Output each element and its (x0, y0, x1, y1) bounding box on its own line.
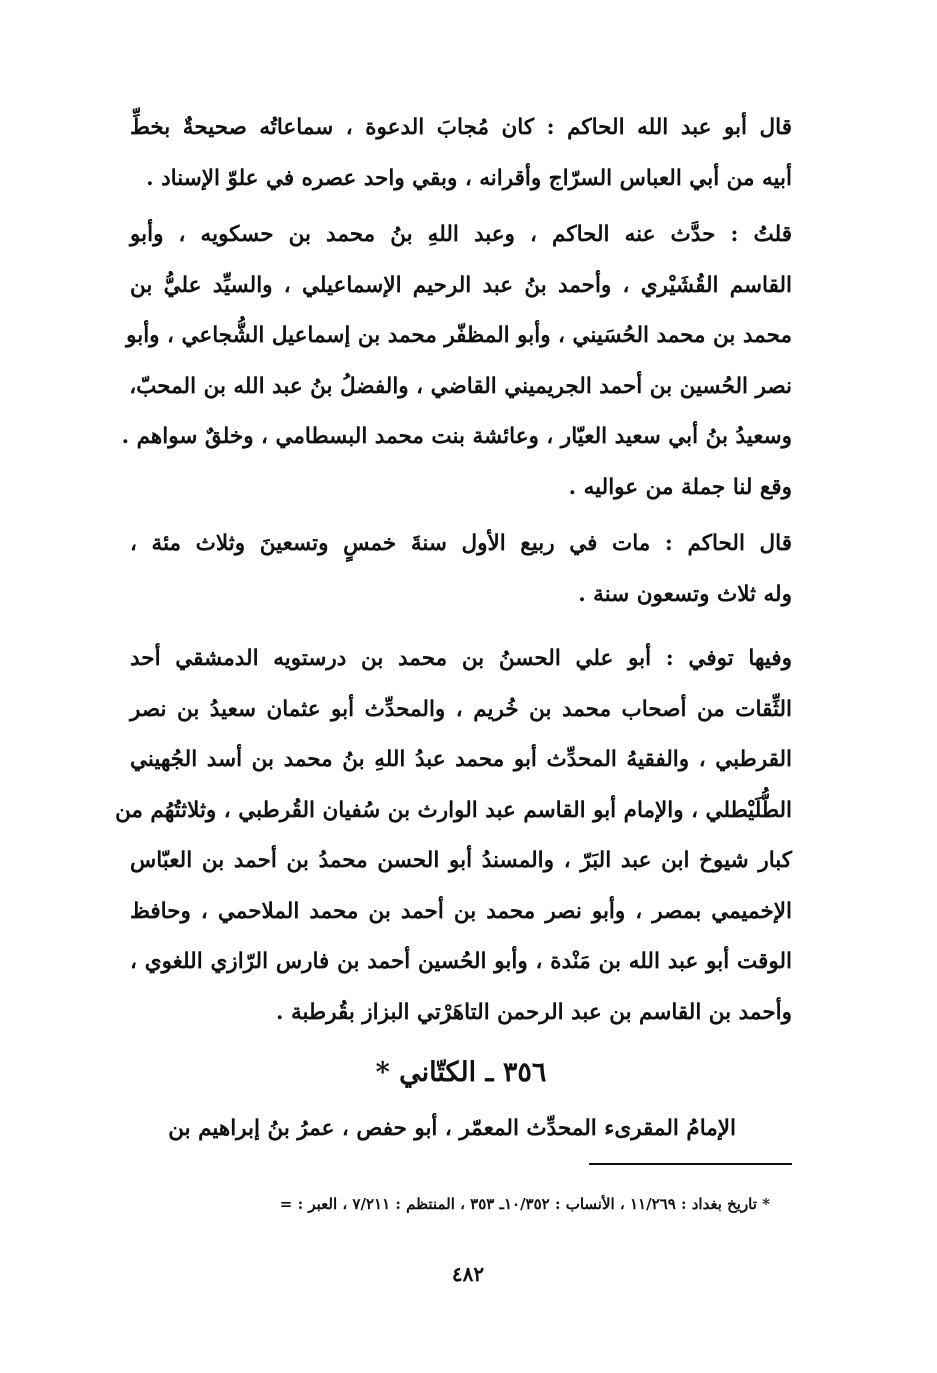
entry-heading: ٣٥٦ ـ الكتّاني * (375, 1057, 547, 1088)
text-line: الإخميمي بمصر ، وأبو نصر محمد بن أحمد بن محمد الملاحمي ، وحافظ (130, 898, 792, 924)
paragraph-deaths-that-year (115, 634, 792, 1038)
text-line: قال أبو عبد الله الحاكم : كان مُجابَ الدعوة ، سماعاتُه صحيحةٌ بخطِّ (130, 115, 792, 140)
text-line: أبيه من أبي العباس السرّاج وأقرانه ، وبقي واحد عصره في علوّ الإسناد . (146, 165, 792, 191)
paragraph-entry-start (130, 1104, 792, 1155)
text-line: قال الحاكم : مات في ربيع الأول سنةَ خمسٍ وتسعينَ وثلاث مئة ، (130, 531, 792, 556)
paragraph-hakim-quote (130, 103, 792, 204)
text-line: وله ثلاث وتسعون سنة . (578, 581, 792, 607)
text-line: كبار شيوخ ابن عبد البَرّ ، والمسندُ أبو الحسن محمدُ بن أحمد بن العبّاس (130, 848, 792, 873)
text-line: محمد بن محمد الحُسَيني ، وأبو المظفّر محمد بن إسماعيل الشُّجاعي ، وأبو (126, 323, 792, 348)
text-line: وسعيدُ بنُ أبي سعيد العيّار ، وعائشة بنت محمد البسطامي ، وخلقٌ سواهم . (121, 424, 792, 449)
text-line: الثِّقات من أصحاب محمد بن خُريم ، والمحدِّث أبو عثمان سعيدُ بن نصر (130, 696, 792, 722)
page-number: ٤٨٢ (451, 1262, 485, 1286)
text-line: نصر الحُسين بن أحمد الجريميني القاضي ، والفضلُ بنُ عبد الله بن المحبّ، (129, 373, 792, 399)
footnote: * تاريخ بغداد : ١١/٢٦٩ ، الأنساب : ١٠/٣٥٢ـ ٣٥٣ ، المنتظم : ٧/٢١١ ، العبر : = (279, 1195, 770, 1213)
paragraph-awali (130, 463, 792, 514)
text-line: الوقت أبو عبد الله بن مَنْدة ، وأبو الحُسين أحمد بن فارس الرّازي اللغوي ، (130, 949, 792, 974)
paragraph-narrators (121, 210, 792, 463)
text-line: القرطبي ، والفقيهُ المحدِّث أبو محمد عبدُ اللهِ بنُ محمد بن أسد الجُهيني (130, 747, 792, 772)
text-line: وأحمد بن القاسم بن عبد الرحمن التاهَرْتي البزاز بقُرطبة . (275, 999, 792, 1025)
footnote-divider (589, 1163, 792, 1165)
text-line: وفيها توفي : أبو علي الحسنُ بن محمد بن درستويه الدمشقي أحد (130, 646, 792, 671)
text-line: الطُّلَيْطلي ، والإمام أبو القاسم عبد الوارث بن سُفيان القُرطبي ، وثلاثتُهُم من (115, 797, 792, 823)
text-line: الإمامُ المقرىء المحدِّث المعمّر ، أبو حفص ، عمرُ بنُ إبراهيم بن (168, 1116, 736, 1141)
text-line: القاسم القُشَيْري ، وأحمد بنُ عبد الرحيم الإسماعيلي ، والسيِّد عليُّ بن (130, 272, 792, 298)
text-line: وقع لنا جملة من عواليه . (568, 474, 792, 500)
paragraph-death (130, 519, 792, 620)
text-line: قلتُ : حدَّث عنه الحاكم ، وعبد اللهِ بنُ محمد بن حسكويه ، وأبو (130, 222, 792, 247)
main-text (115, 103, 792, 1155)
